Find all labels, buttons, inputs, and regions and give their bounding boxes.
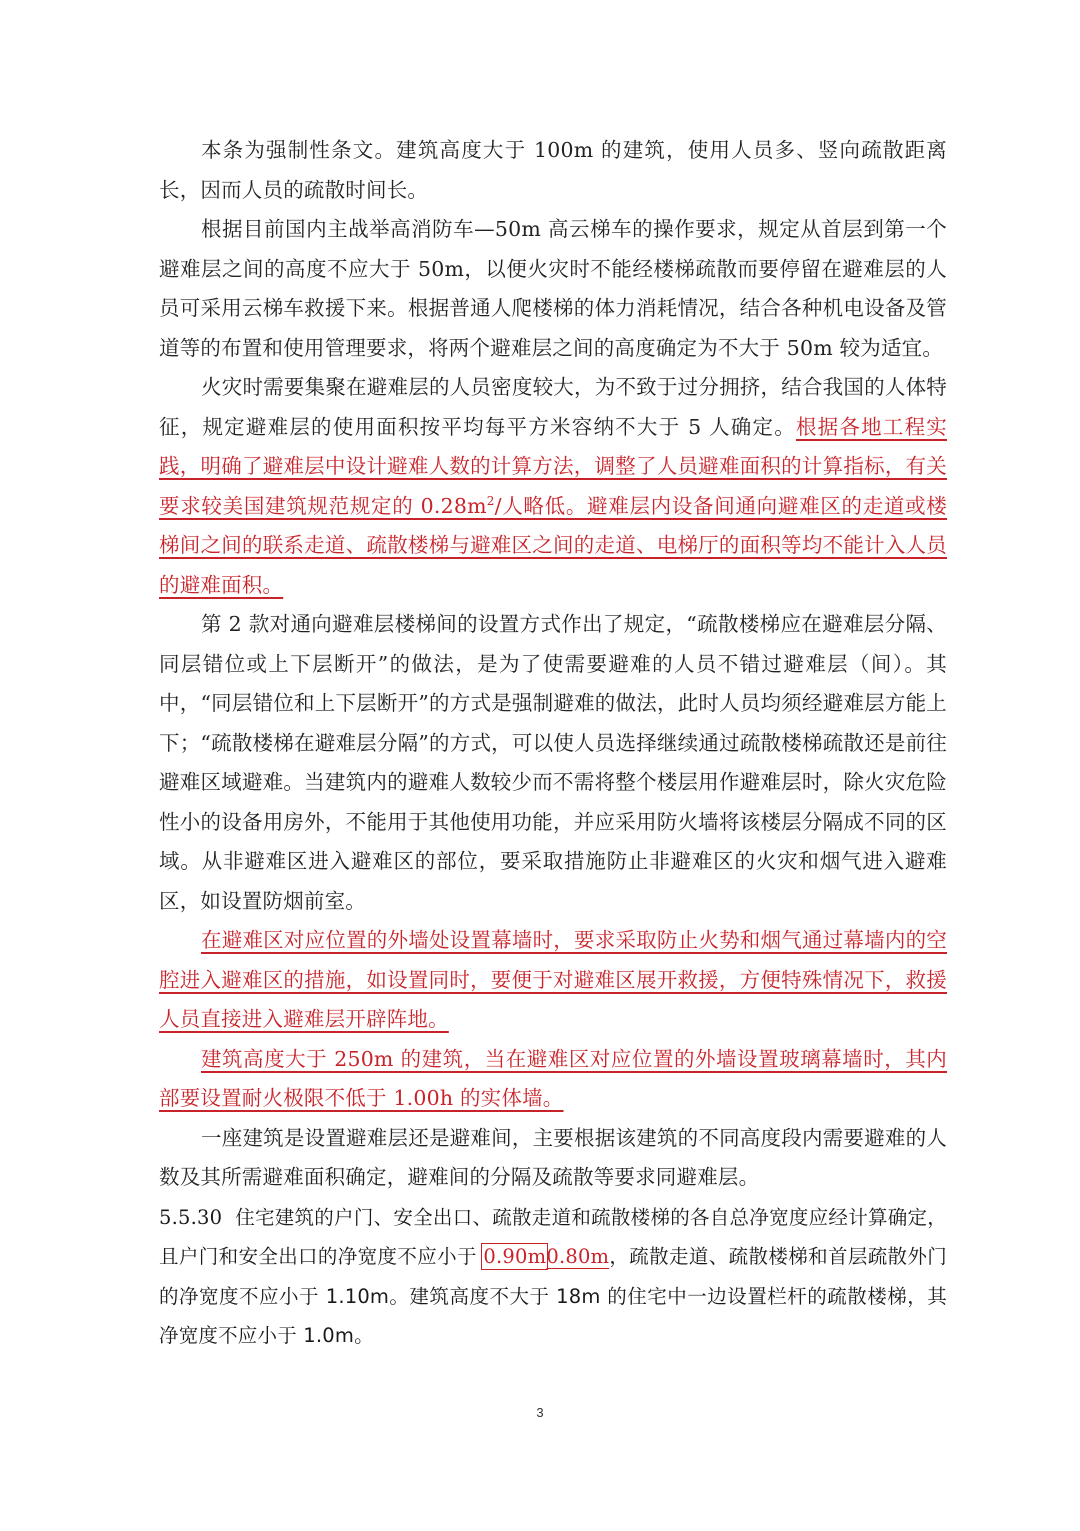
clause-5-5-30 <box>159 1198 947 1356</box>
superscript: 2 <box>486 493 495 508</box>
revision-text <box>159 415 947 597</box>
paragraph-text: 一座建筑是设置避难层还是避难间，主要根据该建筑的不同高度段内需要避难的人数及其所需避难面积确定，避难间的分隔及疏散等要求同避难层。 <box>159 1125 947 1189</box>
paragraph-curtain-wall <box>159 921 947 1040</box>
revision-text-part: 根据各地工程实践，明确了避难层中设计避难人数的计算方法，调整了人员避难面积的计算指标，有关要求较美国建筑规范规定的 0.28m <box>159 414 947 518</box>
paragraph-mandatory-note <box>159 131 947 210</box>
clause-text: ，疏散走道、疏散楼梯和首层疏散外门的净宽度不应小于 1.10m。建筑高度不大于 18m 的住宅中一边设置栏杆的疏散楼梯，其净宽度不应小于 1.0m。 <box>159 1245 947 1347</box>
paragraph-text: 第 2 款对通向避难层楼梯间的设置方式作出了规定，“疏散楼梯应在避难层分隔、同层错位或上下层断开”的做法，是为了使需要避难的人员不错过避难层（间）。其中，“同层错位和上下层断开”的方式是强制避难的做法，此时人员均须经避难层方能上下；“疏散楼梯在避难层分隔”的方式，可以使人员选择继续通过疏散楼梯疏散还是前往避难区域避难。当建筑内的避难人数较少而不需将整个楼层用作避难层时，除火灾危险性小的设备用房外，不能用于其他使用功能，并应采用防火墙将该楼层分隔成不同的区域。从非避难区进入避难区的部位，要采取措施防止非避难区的火灾和烟气进入避难区，如设置防烟前室。 <box>159 612 947 913</box>
paragraph-fire-truck-height <box>159 210 947 368</box>
paragraph-text: 火灾时需要集聚在避难层的人员密度较大，为不致于过分拥挤，结合我国的人体特征，规定避难层的使用面积按平均每平方米容纳不大于 5 人确定。 <box>159 375 947 439</box>
paragraph-stair-arrangement <box>159 605 947 921</box>
revision-text-part: /人略低。避难层内设备间通向避难区的走道或楼梯间之间的联系走道、疏散楼梯与避难区之间的走道、电梯厅的面积等均不能计入人员的避难面积。 <box>159 493 948 597</box>
revision-text: 建筑高度大于 250m 的建筑，当在避难区对应位置的外墙设置玻璃幕墙时，其内部要设置耐火极限不低于 1.00h 的实体墙。 <box>159 1046 947 1110</box>
paragraph-text: 根据目前国内主战举高消防车—50m 高云梯车的操作要求，规定从首层到第一个避难层之间的高度不应大于 50m，以便火灾时不能经楼梯疏散而要停留在避难层的人员可采用云梯车救援下来。根据普通人爬楼梯的体力消耗情况，结合各种机电设备及管道等的布置和使用管理要求，将两个避难层之间的高度确定为不大于 50m 较为适宜。 <box>159 217 947 360</box>
paragraph-text: 本条为强制性条文。建筑高度大于 100m 的建筑，使用人员多、竖向疏散距离长，因而人员的疏散时间长。 <box>159 138 947 202</box>
page-number: 3 <box>536 1405 544 1420</box>
paragraph-refuge-density <box>159 368 947 605</box>
clause-number: 5.5.30 <box>159 1205 223 1229</box>
revision-text: 在避难区对应位置的外墙处设置幕墙时，要求采取防止火势和烟气通过幕墙内的空腔进入避难区的措施，如设置同时，要便于对避难区展开救援，方便特殊情况下，救援人员直接进入避难层开辟阵地。 <box>159 928 947 1031</box>
revised-value: 0.80m <box>546 1245 610 1268</box>
clause-text: 住宅建筑的户门、安全出口、疏散走道和疏散楼梯的各自总净宽度应经计算确定，且户门和安全出口的净宽度不应小于 <box>159 1205 947 1268</box>
paragraph-refuge-floor-or-room <box>159 1119 947 1198</box>
deleted-value: 0.90m <box>483 1245 547 1268</box>
paragraph-glass-curtain-wall <box>159 1040 947 1119</box>
